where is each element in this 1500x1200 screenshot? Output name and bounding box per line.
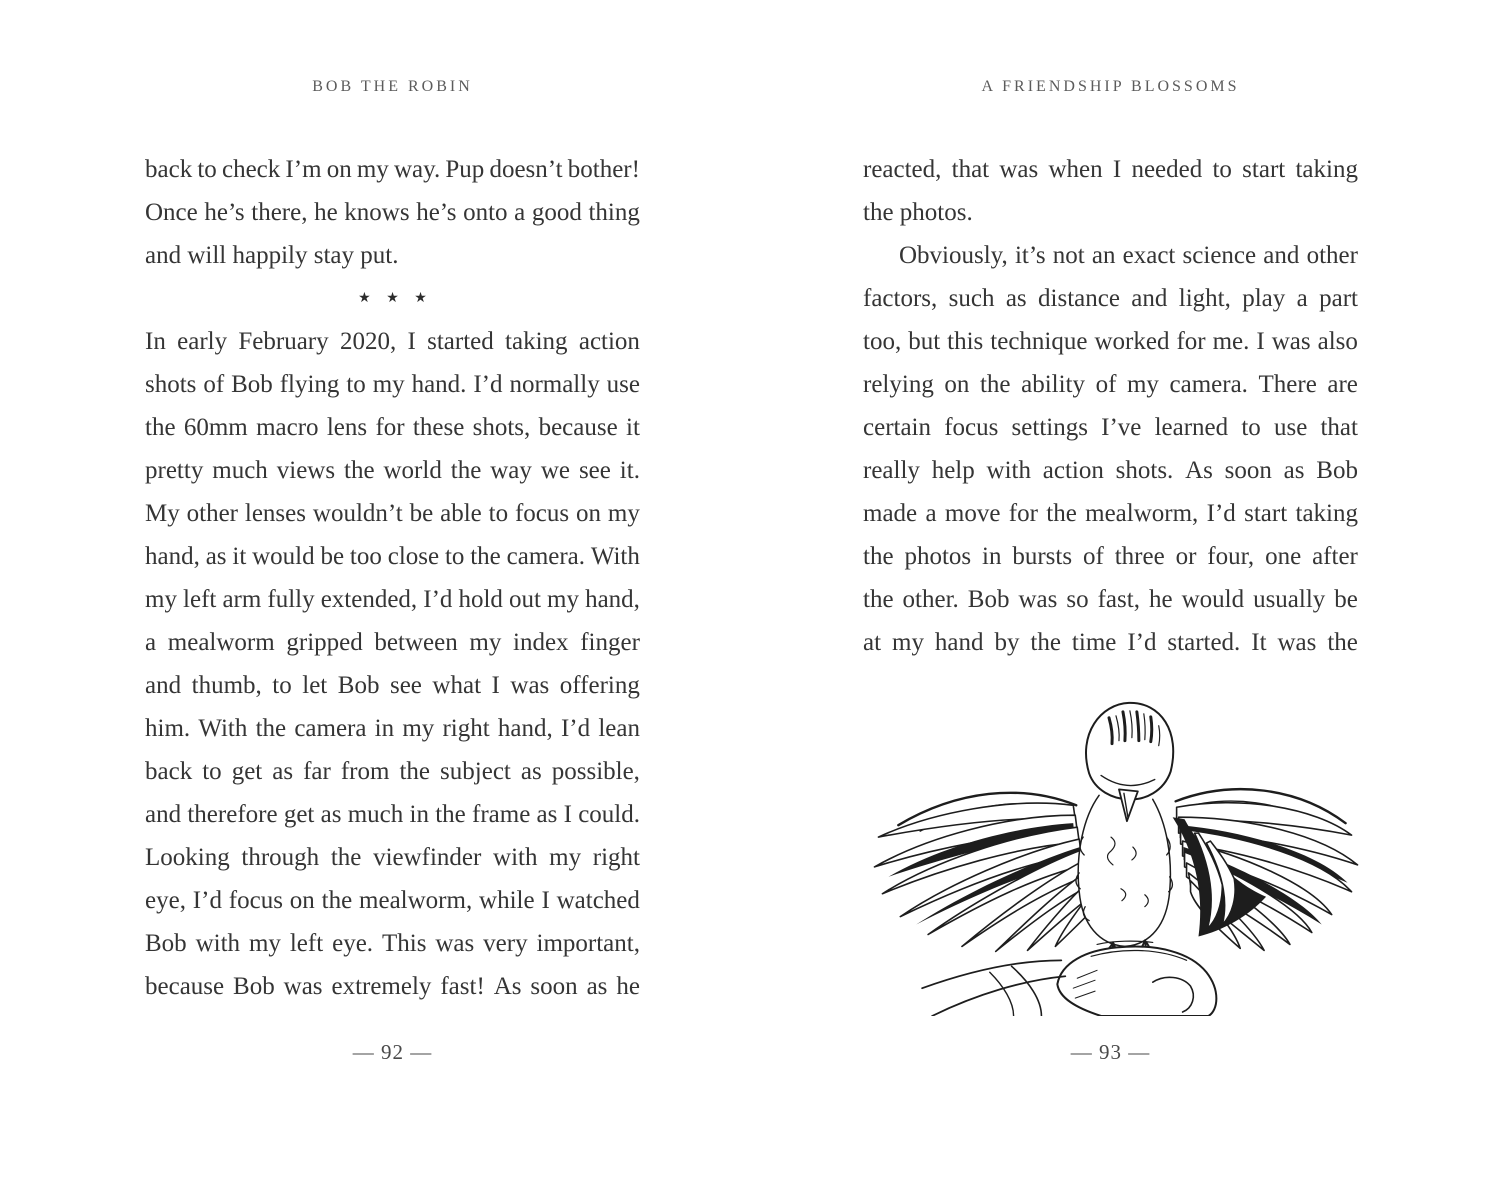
text-line: the photos in bursts of three or four, one after xyxy=(863,543,1358,570)
text-line: pretty much views the world the way we see it. xyxy=(145,457,640,484)
text-line: the other. Bob was so fast, he would usually be xyxy=(863,586,1358,613)
text-line: and therefore get as much in the frame as I could. xyxy=(145,801,640,828)
text-line: Once he’s there, he knows he’s onto a good thing xyxy=(145,199,640,226)
text-line: factors, such as distance and light, play a part xyxy=(863,285,1358,312)
text-line: shots of Bob flying to my hand. I’d normally use xyxy=(145,371,640,398)
section-separator-stars: ★ ★ ★ xyxy=(358,291,427,306)
text-line: In early February 2020, I started taking action xyxy=(145,328,640,355)
text-line: my left arm fully extended, I’d hold out my hand, xyxy=(145,586,640,613)
text-line: and will happily stay put. xyxy=(145,242,399,269)
text-line: the 60mm macro lens for these shots, because it xyxy=(145,414,640,441)
text-line: too, but this technique worked for me. I was also xyxy=(863,328,1358,355)
text-line: back to check I’m on my way. Pup doesn’t bother! xyxy=(145,156,640,183)
text-line: Bob with my left eye. This was very important, xyxy=(145,930,640,957)
left-running-header: BOB THE ROBIN xyxy=(312,78,473,95)
right-page-text-column xyxy=(863,148,1358,1016)
text-line: certain focus settings I’ve learned to use that xyxy=(863,414,1358,441)
text-line: really help with action shots. As soon as Bob xyxy=(863,457,1358,484)
text-line: the photos. xyxy=(863,199,973,226)
text-line: reacted, that was when I needed to start taking xyxy=(863,156,1358,183)
right-page-number: — 93 — xyxy=(1070,1040,1151,1064)
paragraph xyxy=(145,148,640,277)
paragraph xyxy=(145,320,640,1008)
right-running-header: A FRIENDSHIP BLOSSOMS xyxy=(981,78,1240,95)
text-line: back to get as far from the subject as possible, xyxy=(145,758,640,785)
text-line: made a move for the mealworm, I’d start taking xyxy=(863,500,1358,527)
robin-illustration-svg xyxy=(861,688,1366,1016)
text-line: relying on the ability of my camera. There are xyxy=(863,371,1358,398)
text-line: and thumb, to let Bob see what I was offering xyxy=(145,672,640,699)
text-line: eye, I’d focus on the mealworm, while I watched xyxy=(145,887,640,914)
robin-illustration xyxy=(861,688,1366,1016)
left-page-number: — 92 — xyxy=(352,1040,433,1064)
text-line: because Bob was extremely fast! As soon as he xyxy=(145,973,640,1000)
text-line: at my hand by the time I’d started. It was the xyxy=(863,629,1358,656)
text-line: My other lenses wouldn’t be able to focus on my xyxy=(145,500,640,527)
text-line: hand, as it would be too close to the camera. With xyxy=(145,543,640,570)
text-line: a mealworm gripped between my index finger xyxy=(145,629,640,656)
text-line: Obviously, it’s not an exact science and other xyxy=(899,242,1358,269)
left-page-text-column xyxy=(145,148,640,1008)
text-line: Looking through the viewfinder with my right xyxy=(145,844,640,871)
text-line: him. With the camera in my right hand, I’d lean xyxy=(145,715,640,742)
paragraph xyxy=(863,234,1358,664)
paragraph xyxy=(863,148,1358,234)
